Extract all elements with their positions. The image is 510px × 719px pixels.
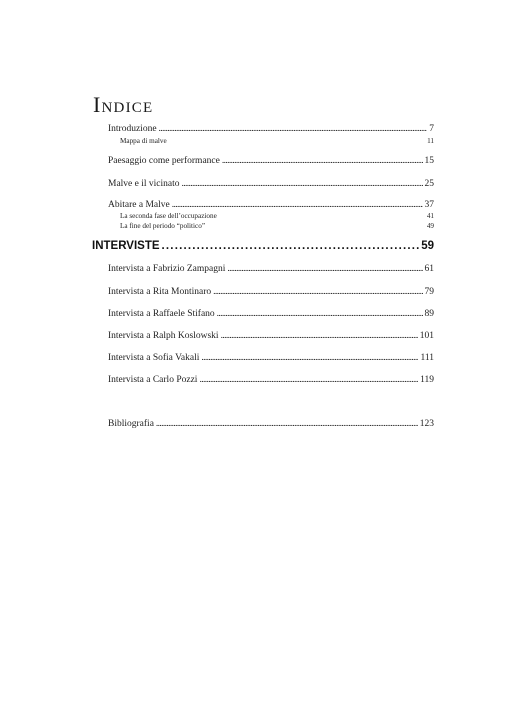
toc-section-label: INTERVISTE	[92, 240, 160, 252]
toc-entry-introduzione[interactable]	[108, 123, 434, 136]
toc-entry-label: Malve e il vicinato	[108, 179, 180, 189]
toc-entry-label: Bibliografia	[108, 419, 154, 429]
dot-leader	[222, 155, 423, 168]
toc-entry-page: 111	[420, 353, 434, 363]
toc-entry-label: Intervista a Fabrizio Zampagni	[108, 264, 226, 274]
toc-entry-montinaro[interactable]	[108, 286, 434, 299]
toc-subentry-mappa[interactable]	[120, 136, 434, 146]
toc-entry-zampagni[interactable]	[108, 263, 434, 276]
toc-entry-page: 49	[426, 222, 434, 230]
toc-entry-label: La seconda fase dell’occupazione	[120, 212, 217, 220]
toc-entry-page: 7	[429, 124, 434, 134]
toc-entry-page: 89	[424, 309, 434, 319]
dot-leader	[159, 123, 428, 136]
toc-entry-page: 11	[427, 137, 434, 145]
toc-entry-stifano[interactable]	[108, 308, 434, 321]
toc-entry-page: 41	[426, 212, 434, 220]
page-title: Indice	[93, 92, 154, 117]
toc-entry-label: Introduzione	[108, 124, 157, 134]
toc-entry-vakali[interactable]	[108, 352, 434, 365]
toc-entry-page: 119	[420, 375, 434, 385]
toc-entry-label: Intervista a Rita Montinaro	[108, 287, 212, 297]
dot-leader	[182, 178, 423, 191]
toc-entry-pozzi[interactable]	[108, 374, 434, 387]
toc-entry-label: Intervista a Carlo Pozzi	[108, 375, 198, 385]
toc-entry-page: 61	[424, 264, 434, 274]
toc-entry-page: 79	[424, 287, 434, 297]
dot-leader	[213, 286, 422, 299]
toc-entry-vicinato[interactable]	[108, 178, 434, 191]
toc-section-page: 59	[421, 240, 434, 252]
dot-leader	[199, 374, 418, 387]
toc-entry-label: Paesaggio come performance	[108, 156, 220, 166]
dot-leader	[201, 352, 418, 365]
toc-entry-koslowski[interactable]	[108, 330, 434, 343]
toc-entry-page: 15	[424, 156, 434, 166]
toc-entry-label: Mappa di malve	[120, 137, 167, 145]
toc-entry-label: Intervista a Sofia Vakali	[108, 353, 200, 363]
toc-entry-label: Abitare a Malve	[108, 200, 170, 210]
dot-leader	[221, 330, 418, 343]
toc-entry-page: 101	[419, 331, 434, 341]
dot-leader	[162, 238, 420, 254]
toc-entry-label: Intervista a Raffaele Stifano	[108, 309, 215, 319]
toc-entry-page: 37	[424, 200, 434, 210]
toc-subentry-seconda-fase[interactable]	[120, 211, 434, 221]
toc-subentry-fine-periodo[interactable]	[120, 221, 434, 231]
toc-entry-bibliografia[interactable]	[108, 418, 434, 431]
toc-entry-label: La fine del periodo “politico”	[120, 222, 206, 230]
toc-entry-paesaggio[interactable]	[108, 155, 434, 168]
dot-leader	[217, 308, 423, 321]
toc-entry-label: Intervista a Ralph Koslowski	[108, 331, 219, 341]
toc-entry-page: 25	[424, 179, 434, 189]
dot-leader	[227, 263, 422, 276]
toc-entry-page: 123	[419, 419, 434, 429]
dot-leader	[156, 418, 418, 431]
toc-section-interviste[interactable]	[92, 238, 434, 254]
